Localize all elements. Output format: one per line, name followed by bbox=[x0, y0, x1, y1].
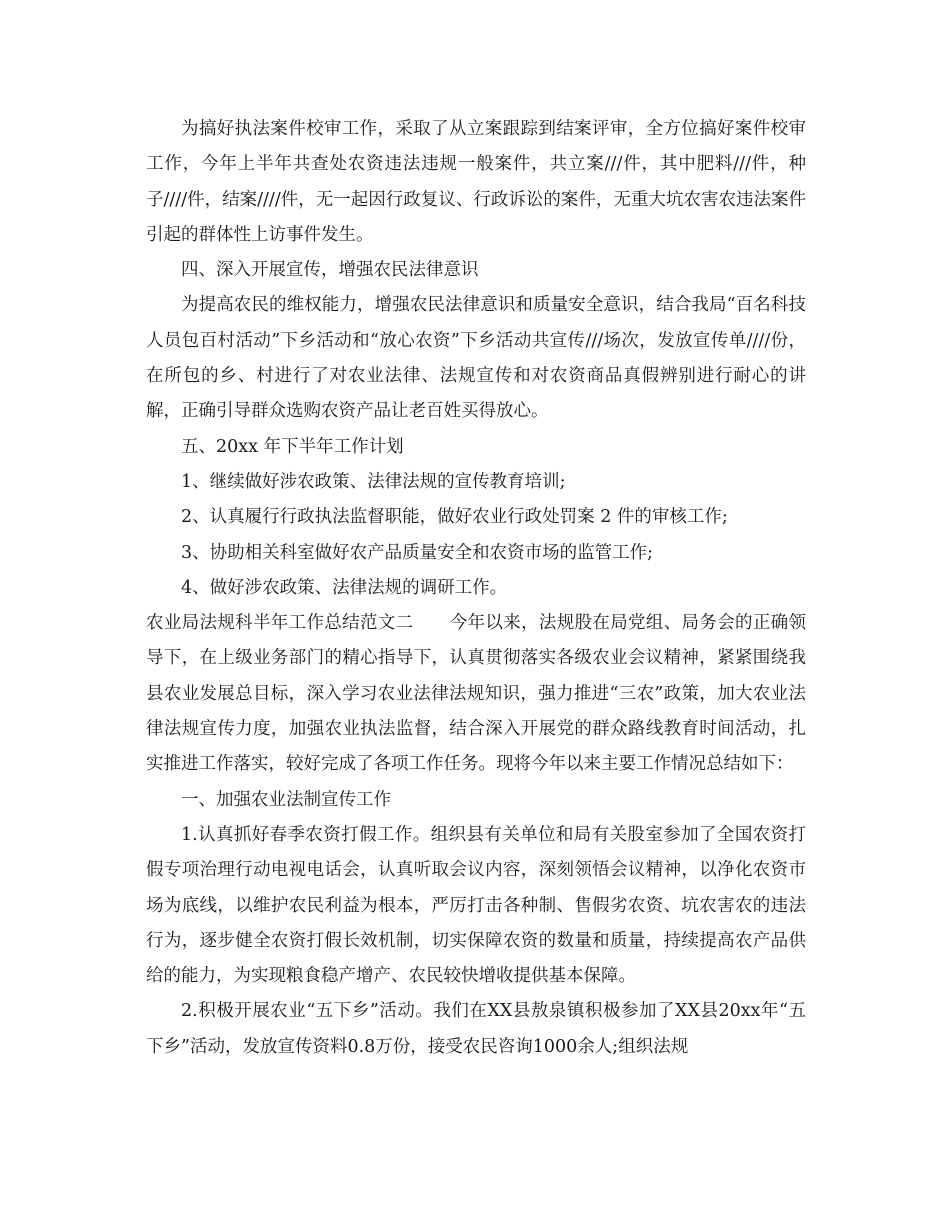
paragraph-second-article bbox=[146, 606, 806, 782]
paragraph-publicity: 为提高农民的维权能力，增强农民法律意识和质量安全意识，结合我局“百名科技人员包百村活动”下乡活动和“放心农资”下乡活动共宣传///场次，发放宣传单////份，在所包的乡、村进行了对农业法律、法规宣传和对农资商品真假辨别进行耐心的讲解，正确引导群众选购农资产品让老百姓买得放心。 bbox=[146, 295, 806, 422]
heading-section-one: 一、加强农业法制宣传工作 bbox=[181, 789, 391, 810]
plan-item-4: 4、做好涉农政策、法律法规的调研工作。 bbox=[181, 577, 508, 598]
plan-item-3: 3、协助相关科室做好农产品质量安全和农资市场的监管工作; bbox=[181, 542, 654, 563]
plan-item-1: 1、继续做好涉农政策、法律法规的宣传教育培训; bbox=[181, 471, 566, 492]
document-body bbox=[146, 112, 806, 1065]
paragraph-spring-anti-counterfeit: 1.认真抓好春季农资打假工作。组织县有关单位和局有关股室参加了全国农资打假专项治理行动电视电话会，认真听取会议内容，深刻领悟会议精神，以净化农资市场为底线，以维护农民利益为根本，严厉打击各种制、售假劣农资、坑农害农的违法行为，逐步健全农资打假长效机制，切实保障农资的数量和质量，持续提高农产品供给的能力，为实现粮食稳产增产、农民较快增收提供基本保障。 bbox=[146, 824, 806, 987]
article-intro: 今年以来，法规股在局党组、局务会的正确领导下，在上级业务部门的精心指导下，认真贯彻落实各级农业会议精神，紧紧围绕我县农业发展总目标，深入学习农业法律法规知识，强力推进“三农”政策，加大农业法律法规宣传力度，加强农业执法监督，结合深入开展党的群众路线教育时间活动，扎实推进工作落实，较好完成了各项工作任务。现将今年以来主要工作情况总结如下： bbox=[146, 613, 807, 775]
article-title: 农业局法规科半年工作总结范文二 bbox=[146, 613, 414, 634]
heading-section-five: 五、20xx 年下半年工作计划 bbox=[181, 436, 404, 457]
plan-item-2: 2、认真履行行政执法监督职能，做好农业行政处罚案 2 件的审核工作; bbox=[181, 507, 728, 528]
paragraph-case-review: 为搞好执法案件校审工作，采取了从立案跟踪到结案评审，全方位搞好案件校审工作，今年上半年共查处农资违法违规一般案件，共立案///件，其中肥料///件，种子////件，结案////件，无一起因行政复议、行政诉讼的案件，无重大坑农害农违法案件引起的群体性上访事件发生。 bbox=[146, 119, 806, 245]
heading-section-four: 四、深入开展宣传，增强农民法律意识 bbox=[181, 260, 479, 281]
paragraph-five-to-countryside: 2.积极开展农业“五下乡”活动。我们在XX县敖泉镇积极参加了XX县20xx年“五下乡”活动，发放宣传资料0.8万份，接受农民咨询1000余人;组织法规 bbox=[146, 1001, 806, 1057]
